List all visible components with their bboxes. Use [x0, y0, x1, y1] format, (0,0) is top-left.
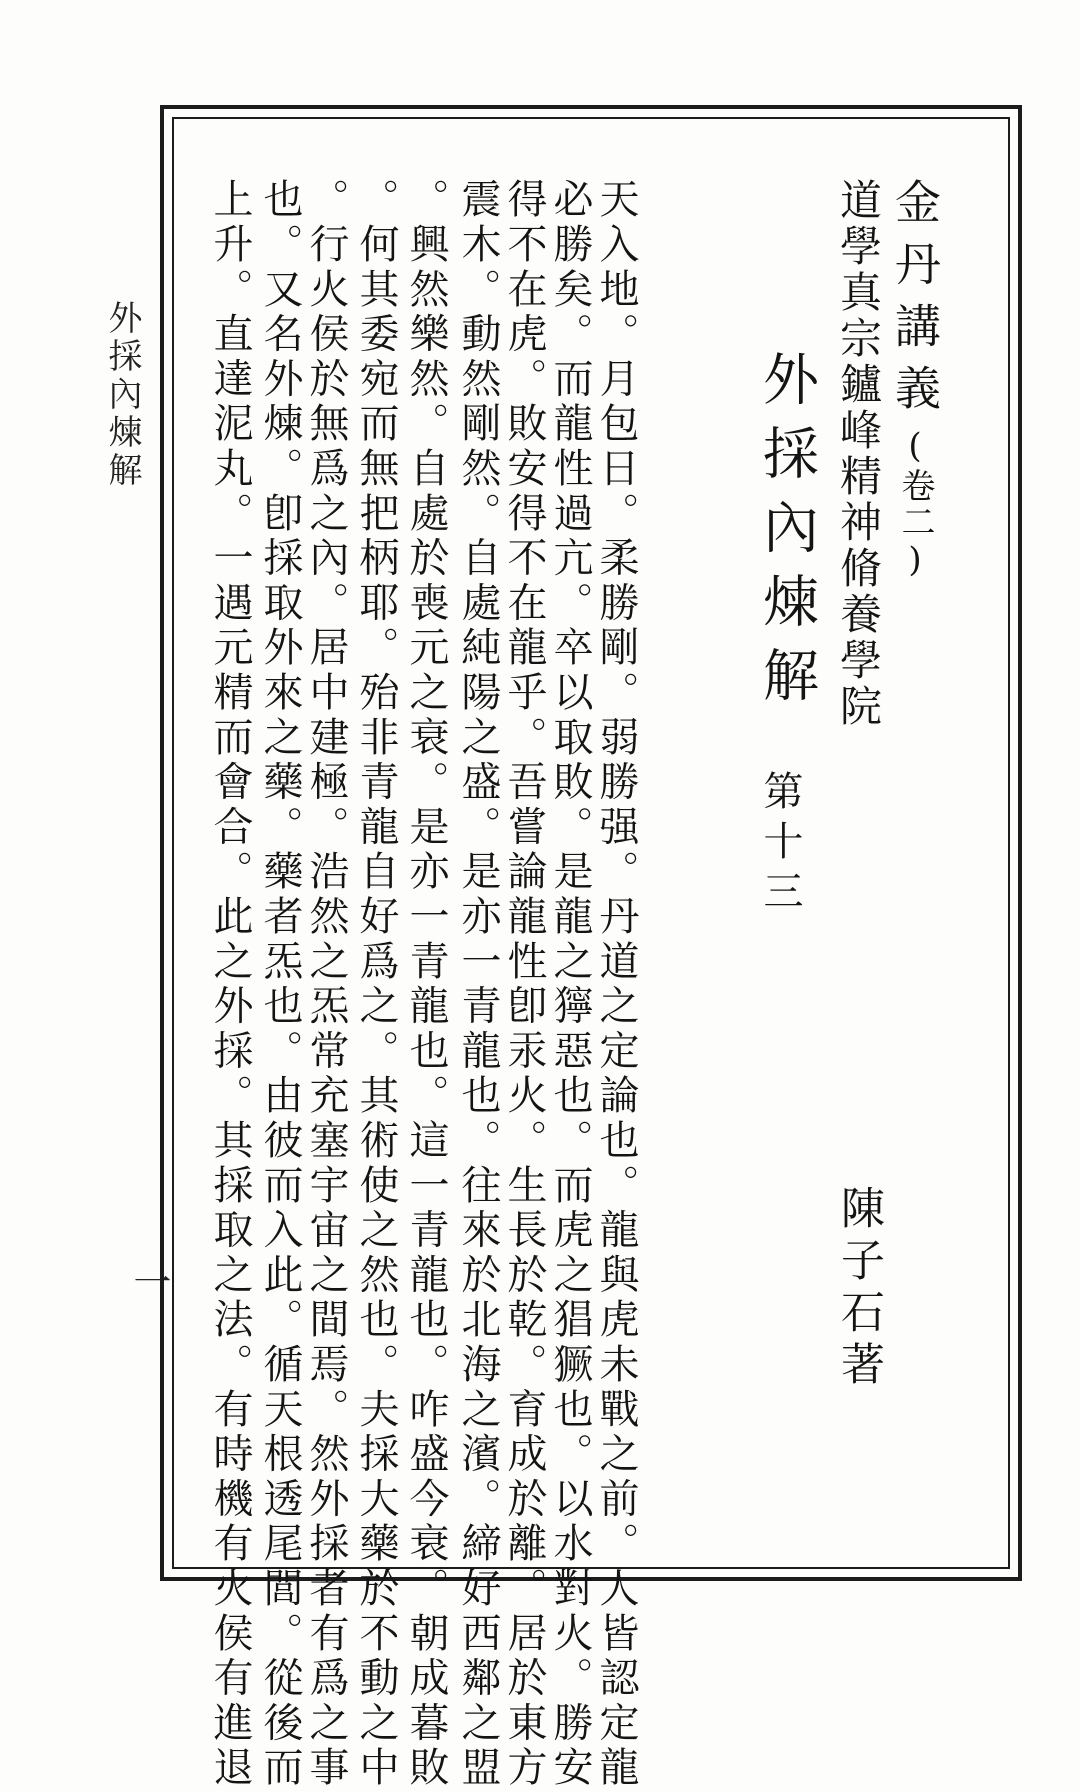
book-title-text: 金丹講義 — [888, 178, 942, 426]
body-column: 。興然樂然。自處於喪元之衰。是亦一青龍也。這一青龍也。咋盛今衰。朝成暮敗 — [403, 178, 449, 1791]
volume-note: (卷二) — [895, 426, 935, 582]
body-column: 得不在虎。敗安得不在龍乎。吾嘗論龍性卽汞火。生長於乾。育成於離。居於東方 — [501, 178, 547, 1791]
body-column: 也。又名外煉。卽採取外來之藥。藥者炁也。由彼而入此。循天根透尾閭。從後而 — [257, 178, 303, 1791]
chapter-number: 第十三 — [757, 770, 803, 920]
page-number: 一 — [127, 1262, 171, 1300]
institution-name: 道學真宗鑪峰精神脩養學院 — [834, 178, 883, 730]
chapter-heading: 外採內煉解 — [754, 350, 819, 720]
body-column: 上升。直達泥丸。一遇元精而會合。此之外採。其採取之法。有時機有火侯有進退 — [207, 178, 253, 1791]
book-title — [882, 178, 948, 582]
body-column: 。何其委宛而無把柄耶。殆非青龍自好爲之。其術使之然也。夫採大藥於不動之中 — [353, 178, 399, 1791]
running-title: 外採內煉解 — [102, 300, 142, 490]
body-column: 震木。動然剛然。自處純陽之盛。是亦一青龍也。往來於北海之濱。締好西鄰之盟 — [455, 178, 501, 1791]
author-byline: 陳子石著 — [833, 1185, 884, 1393]
body-column: 天入地。月包日。柔勝剛。弱勝强。丹道之定論也。龍與虎未戰之前。人皆認定龍 — [593, 178, 639, 1791]
body-column: 必勝矣。而龍性過亢。卒以取敗。是龍之獰惡也。而虎之猖獗也。以水對火。勝安 — [547, 178, 593, 1791]
body-column: 。行火侯於無爲之內。居中建極。浩然之炁常充塞宇宙之間焉。然外採者有爲之事 — [303, 178, 349, 1791]
